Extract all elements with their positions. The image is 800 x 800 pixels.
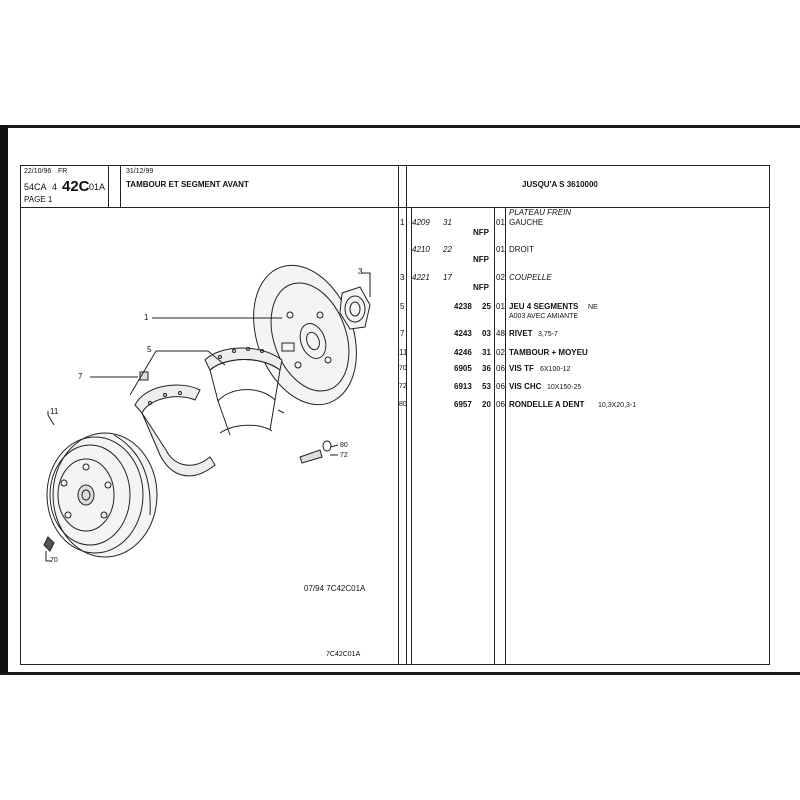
part-desc: COUPELLE xyxy=(509,273,552,282)
part-ref: 5 xyxy=(400,302,405,311)
part-ref: 3 xyxy=(400,273,405,282)
part-desc-extra: 10,3X20,3-1 xyxy=(598,402,637,409)
header-section-sub: 01A xyxy=(89,182,106,192)
header-lang: FR xyxy=(58,168,68,175)
header-validity: JUSQU'A S 3610000 xyxy=(522,180,598,189)
brake-shoe-upper-drawing xyxy=(205,348,282,436)
part-ref: 1 xyxy=(400,218,405,227)
parts-sheet xyxy=(20,165,770,665)
part-qty: 48 xyxy=(496,329,505,338)
part-ref: 72 xyxy=(399,383,407,390)
part-suffix: 31 xyxy=(443,218,452,227)
part-code: 4238 xyxy=(454,302,472,311)
part-nfp: NFP xyxy=(473,255,489,264)
drum-hub-drawing xyxy=(47,433,157,557)
part-suffix: 25 xyxy=(482,302,491,311)
part-desc: VIS CHC xyxy=(509,382,542,391)
part-qty: 02 xyxy=(496,273,505,282)
header-title: TAMBOUR ET SEGMENT AVANT xyxy=(126,180,249,189)
scan-edge-bottom xyxy=(0,672,800,675)
part-suffix: 31 xyxy=(482,348,491,357)
header-date-2: 31/12/99 xyxy=(126,168,154,175)
part-code: 4221 xyxy=(412,273,430,282)
part-desc-extra: 3,75-7 xyxy=(538,331,558,338)
part-qty: 06 xyxy=(496,400,505,409)
part-desc-extra: 10X150-25 xyxy=(547,384,582,391)
part-code: 6957 xyxy=(454,400,472,409)
part-suffix: 22 xyxy=(443,245,452,254)
part-qty: 06 xyxy=(496,364,505,373)
part-code: 6913 xyxy=(454,382,472,391)
part-qty: 06 xyxy=(496,382,505,391)
callout-3: 3 xyxy=(358,267,363,276)
part-desc-2: A003 AVEC AMIANTE xyxy=(509,313,579,320)
part-ref: 70 xyxy=(399,365,407,372)
part-code: 4209 xyxy=(412,218,430,227)
callout-80: 80 xyxy=(340,442,348,449)
diagram-caption: 07/94 7C42C01A xyxy=(304,584,366,593)
part-desc-extra: NE xyxy=(588,304,598,311)
footer-code: 7C42C01A xyxy=(326,651,361,658)
part-qty: 02 xyxy=(496,348,505,357)
callout-11: 11 xyxy=(50,407,59,416)
header-section-code: 42C xyxy=(62,178,90,195)
scan-edge-left xyxy=(0,125,8,673)
col-line-nfp xyxy=(494,208,495,665)
callout-7: 7 xyxy=(78,372,83,381)
part-suffix: 53 xyxy=(482,382,491,391)
header-date: 22/10/96 xyxy=(24,168,52,175)
part-suffix: 36 xyxy=(482,364,491,373)
part-qty: 01 xyxy=(496,218,505,227)
header-page: PAGE 1 xyxy=(24,195,53,204)
part-code: 6905 xyxy=(454,364,472,373)
backing-plate-drawing xyxy=(235,251,374,419)
callout-72: 72 xyxy=(340,452,348,459)
part-nfp: NFP xyxy=(473,228,489,237)
part-qty: 01 xyxy=(496,245,505,254)
col-line-qty xyxy=(505,208,506,665)
part-ref: 11 xyxy=(399,348,408,357)
part-desc: RONDELLE A DENT xyxy=(509,400,585,409)
part-desc: PLATEAU FREIN xyxy=(509,208,572,217)
part-nfp: NFP xyxy=(473,283,489,292)
header-section-num: 4 xyxy=(52,182,58,192)
part-code: 4246 xyxy=(454,348,472,357)
part-ref: 7 xyxy=(400,329,405,338)
panel-divider xyxy=(398,165,399,665)
part-desc: JEU 4 SEGMENTS xyxy=(509,302,579,311)
part-qty: 01 xyxy=(496,302,505,311)
part-suffix: 17 xyxy=(443,273,452,282)
part-code: 4210 xyxy=(412,245,430,254)
panel-divider-2 xyxy=(406,165,407,665)
screw-washer-drawing xyxy=(278,410,331,463)
callout-1: 1 xyxy=(144,313,149,322)
part-desc: RIVET xyxy=(509,329,533,338)
part-code: 4243 xyxy=(454,329,472,338)
frame-right xyxy=(769,165,770,665)
part-desc-2: GAUCHE xyxy=(509,218,544,227)
wheel-screw-drawing xyxy=(44,537,54,551)
part-ref: 80 xyxy=(399,401,407,408)
callout-5: 5 xyxy=(147,345,152,354)
part-desc: DROIT xyxy=(509,245,534,254)
scan-edge-top xyxy=(0,125,800,128)
part-desc: VIS TF xyxy=(509,364,534,373)
callout-70: 70 xyxy=(50,557,58,564)
part-desc: TAMBOUR + MOYEU xyxy=(509,348,588,357)
part-suffix: 03 xyxy=(482,329,491,338)
header-model: 54CA xyxy=(24,182,47,192)
part-desc-extra: 6X100-12 xyxy=(540,366,571,373)
part-suffix: 20 xyxy=(482,400,491,409)
